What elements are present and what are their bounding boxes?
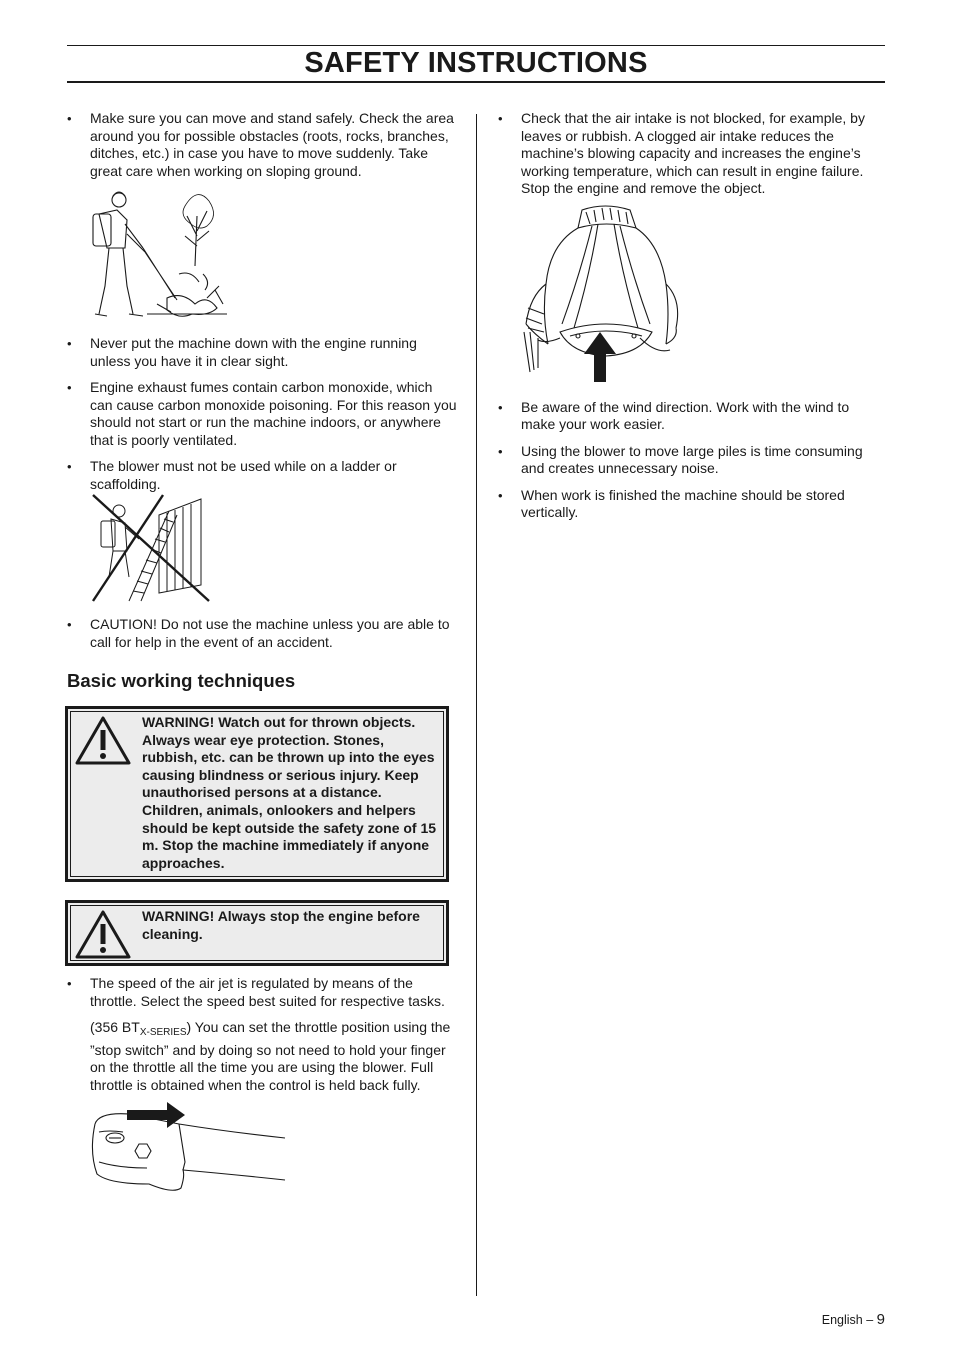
figure-no-ladder bbox=[67, 493, 457, 605]
bullet-air-intake: • Check that the air intake is not blocked, for example, by leaves or rubbish. A clogged air intake reduces the machine’s blowing capacity and increases the engine’s working temperature, which can result in engine failure. Stop the engine and remove the object. bbox=[498, 110, 883, 198]
bullet-large-piles: • Using the blower to move large piles is time consuming and creates unnecessary noise. bbox=[498, 443, 883, 478]
footer-dash: – bbox=[866, 1313, 874, 1327]
footer-language: English bbox=[821, 1313, 863, 1327]
page-title: SAFETY INSTRUCTIONS bbox=[304, 47, 648, 79]
bullet-ladder: • The blower must not be used while on a ladder or scaffolding. bbox=[67, 458, 457, 493]
warning-text-stop-engine: WARNING! Always stop the engine before cleaning. bbox=[142, 908, 420, 942]
model-prefix: (356 BT bbox=[90, 1019, 140, 1035]
section-heading-basic-working: Basic working techniques bbox=[67, 670, 296, 691]
figure-air-intake-back-view bbox=[498, 204, 883, 389]
bullet-stand-safely: • Make sure you can move and stand safely. Check the area around you for possible obstacles (roots, rocks, branches, ditches, etc.) in case you have to move suddenly. Take great care when working on sloping ground. bbox=[67, 110, 457, 180]
stop-switch-text: ) You can set the throttle position using the ”stop switch” and by doing so not need to hold your finger on the throttle all the time you are using the blower. Full throttle is obtained when the control is held back fully. bbox=[90, 1019, 451, 1093]
right-column bbox=[498, 110, 883, 522]
column-divider bbox=[476, 114, 477, 1296]
warning-triangle-icon bbox=[74, 909, 132, 961]
left-column bbox=[67, 110, 457, 1202]
paragraph-stop-switch bbox=[67, 1019, 457, 1094]
bullet-air-jet-speed: • The speed of the air jet is regulated by means of the throttle. Select the speed best suited for respective tasks. bbox=[67, 975, 457, 1010]
right-arrow-icon bbox=[127, 1102, 185, 1128]
warning-text-thrown-objects: WARNING! Watch out for thrown objects. Always wear eye protection. Stones, rubbish, etc. can be thrown up into the eyes causing blindness or serious injury. Keep unauthorised persons at a distance. Children, animals, onlookers and helpers should be kept outside the safety zone of 15 m. Stop the machine immediately if anyone approaches. bbox=[142, 714, 437, 871]
figure-throttle-handle bbox=[67, 1102, 457, 1202]
warning-stop-engine bbox=[65, 900, 449, 966]
bullet-store-vertically: • When work is finished the machine should be stored vertically. bbox=[498, 487, 883, 522]
bullet-exhaust-fumes: • Engine exhaust fumes contain carbon monoxide, which can cause carbon monoxide poisoning. For this reason you should not start or run the machine indoors, or anywhere that is poorly ventilated. bbox=[67, 379, 457, 449]
up-arrow-icon bbox=[584, 332, 616, 382]
bullet-wind-direction: • Be aware of the wind direction. Work with the wind to make your work easier. bbox=[498, 399, 883, 434]
warning-thrown-objects bbox=[65, 706, 449, 882]
page-number: 9 bbox=[876, 1311, 885, 1328]
model-series-subscript: X-SERIES bbox=[139, 1027, 187, 1038]
header-rule-bottom bbox=[67, 81, 885, 83]
bullet-caution-help: • CAUTION! Do not use the machine unless you are able to call for help in the event of an accident. bbox=[67, 616, 457, 651]
warning-triangle-icon bbox=[74, 715, 132, 767]
figure-operator-sloping-ground bbox=[67, 186, 457, 326]
bullet-engine-running: • Never put the machine down with the engine running unless you have it in clear sight. bbox=[67, 335, 457, 370]
page-footer bbox=[822, 1311, 885, 1328]
